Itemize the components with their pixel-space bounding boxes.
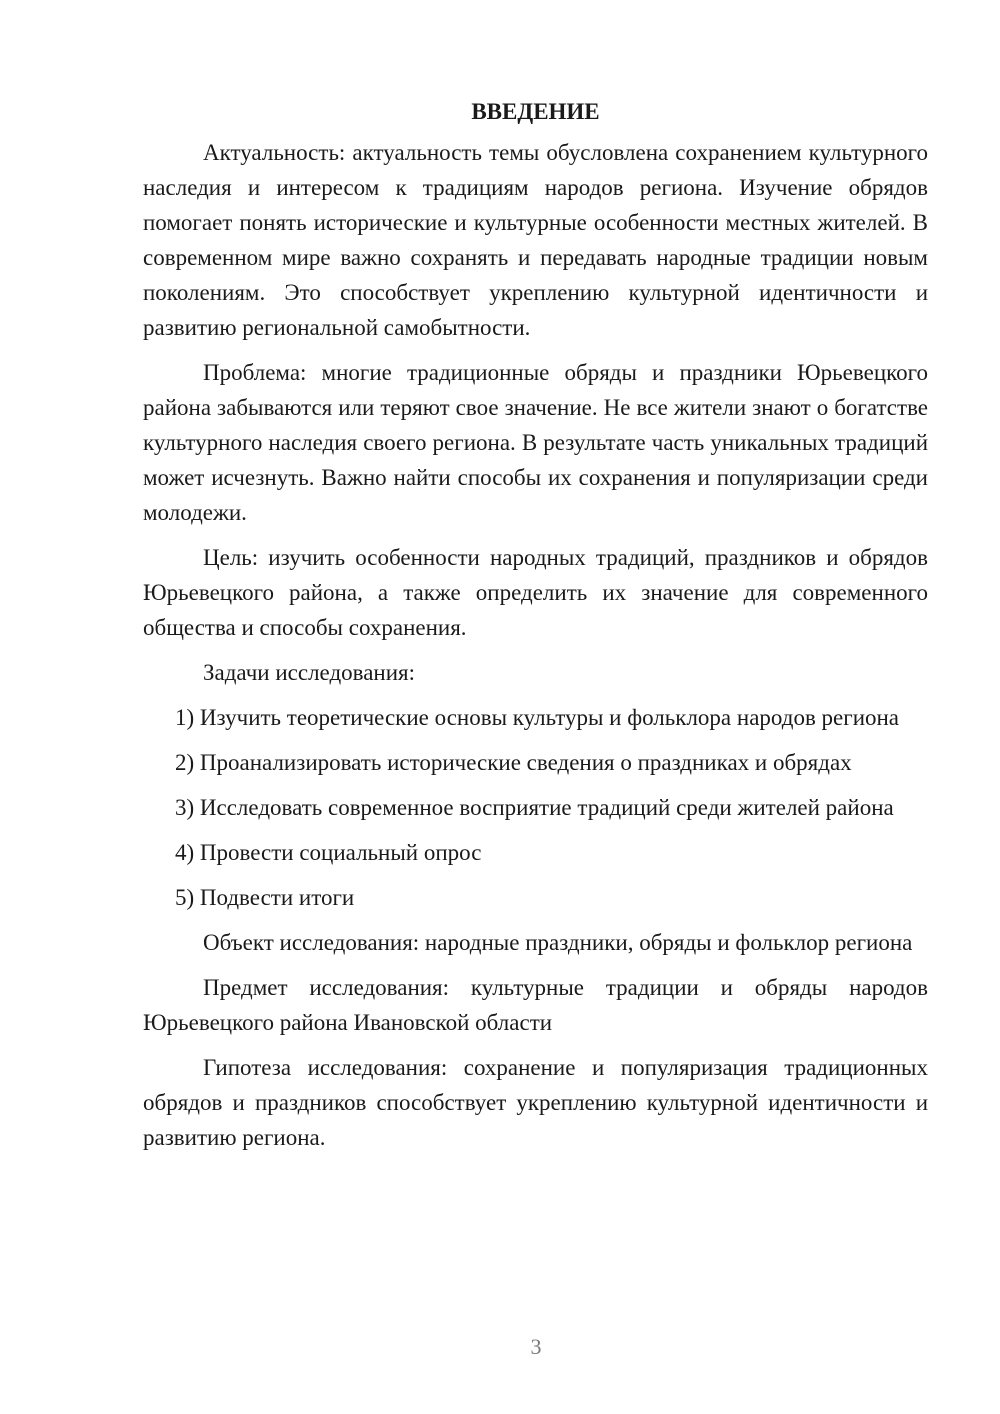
hypothesis-paragraph: Гипотеза исследования: сохранение и популяризация традиционных обрядов и праздников способствует укреплению культурной идентичности и развитию региона. <box>143 1055 928 1150</box>
object-paragraph: Объект исследования: народные праздники, обряды и фольклор региона <box>203 930 913 955</box>
goal-paragraph: Цель: изучить особенности народных традиций, праздников и обрядов Юрьевецкого района, а также определить их значение для современного общества и способы сохранения. <box>143 545 928 640</box>
problem-paragraph: Проблема: многие традиционные обряды и праздники Юрьевецкого района забываются или теряют свое значение. Не все жители знают о богатстве культурного наследия своего региона. В результате часть уникальных традиций может исчезнуть. Важно найти способы их сохранения и популяризации среди молодежи. <box>143 360 928 525</box>
tasks-heading: Задачи исследования: <box>203 660 416 685</box>
task-item-1: 1) Изучить теоретические основы культуры и фольклора народов региона <box>175 705 900 730</box>
task-item-5: 5) Подвести итоги <box>175 885 355 910</box>
relevance-paragraph: Актуальность: актуальность темы обусловлена сохранением культурного наследия и интересом к традициям народов региона. Изучение обрядов помогает понять исторические и культурные особенности местных жителей. В современном мире важно сохранять и передавать народные традиции новым поколениям. Это способствует укреплению культурной идентичности и развитию региональной самобытности. <box>143 140 928 340</box>
task-item-3: 3) Исследовать современное восприятие традиций среди жителей района <box>175 795 894 820</box>
section-title: ВВЕДЕНИЕ <box>471 99 600 124</box>
subject-paragraph: Предмет исследования: культурные традиции и обряды народов Юрьевецкого района Ивановской области <box>143 975 928 1035</box>
task-item-2: 2) Проанализировать исторические сведения о праздниках и обрядах <box>175 750 852 775</box>
page-content <box>143 94 928 1155</box>
page-number: 3 <box>530 1334 542 1359</box>
task-item-4: 4) Провести социальный опрос <box>175 840 482 865</box>
